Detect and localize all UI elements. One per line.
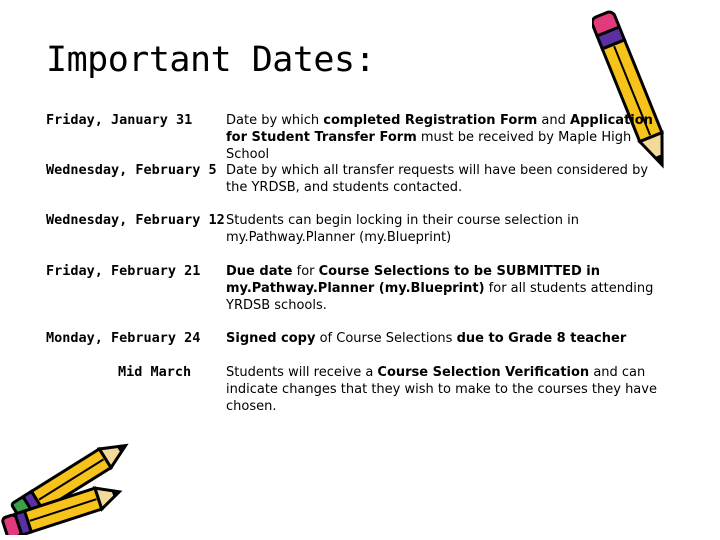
description-text: due to Grade 8 teacher xyxy=(456,331,627,346)
description-text: Course Selections to be SUBMITTED in my.Pathway.Planner (my.Blueprint) xyxy=(226,264,601,296)
event-description xyxy=(226,212,666,246)
event-description xyxy=(226,112,666,163)
description-text: Date by which xyxy=(226,113,324,128)
description-text: Date by which all transfer requests will have been considered by the YRDSB, and students contacted. xyxy=(226,163,649,195)
event-date: Mid March xyxy=(118,364,192,380)
description-text: of Course Selections xyxy=(315,331,457,346)
event-date: Monday, February 24 xyxy=(46,330,201,346)
event-description xyxy=(226,364,666,415)
description-text: for all students attending YRDSB schools. xyxy=(226,281,654,313)
event-date: Friday, January 31 xyxy=(46,112,193,128)
description-text: Application for Student Transfer Form xyxy=(226,113,653,145)
description-text: and can indicate changes that they wish to make to the courses they have chosen. xyxy=(226,365,657,414)
description-text: must be received by Maple High School xyxy=(226,130,632,162)
description-text: for xyxy=(292,264,319,279)
description-text: Signed copy xyxy=(226,331,316,346)
description-text: Due date xyxy=(226,264,293,279)
pencils-icon xyxy=(0,430,150,535)
event-date: Wednesday, February 5 xyxy=(46,162,217,178)
description-text: Students will receive a xyxy=(226,365,378,380)
page-title: Important Dates: xyxy=(46,40,376,80)
event-description xyxy=(226,330,666,347)
description-text: Course Selection Verification xyxy=(377,365,590,380)
event-description xyxy=(226,162,666,196)
event-description xyxy=(226,263,666,314)
event-date: Wednesday, February 12 xyxy=(46,212,225,228)
description-text: completed Registration Form xyxy=(323,113,538,128)
description-text: Students can begin locking in their course selection in my.Pathway.Planner (my.Blueprint) xyxy=(226,213,579,245)
description-text: and xyxy=(537,113,571,128)
event-date: Friday, February 21 xyxy=(46,263,201,279)
